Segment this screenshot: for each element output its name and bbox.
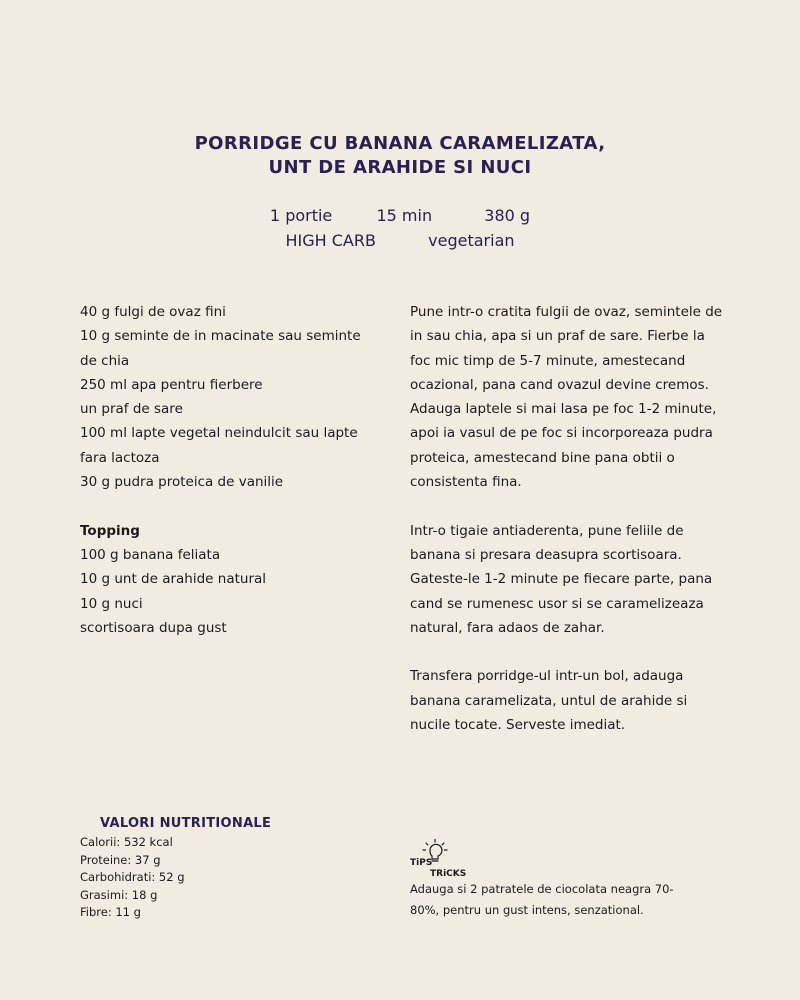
ingredient-line: de chia <box>80 352 130 369</box>
instruction-step-3 <box>410 664 730 737</box>
instruction-line: banana si presara deasupra scortisoara. <box>410 546 682 563</box>
instruction-line: apoi ia vasul de pe foc si incorporeaza pudra <box>410 425 713 442</box>
lightbulb-icon <box>408 838 478 880</box>
topping-line: 100 g banana feliata <box>80 546 221 563</box>
calories-value: Calorii: 532 kcal <box>80 835 173 849</box>
recipe-meta-row-1 <box>0 206 800 225</box>
instruction-line: foc mic timp de 5-7 minute, amestecand <box>410 352 686 369</box>
instruction-line: Adauga laptele si mai lasa pe foc 1-2 minute, <box>410 401 717 418</box>
ingredient-line: 10 g seminte de in macinate sau seminte <box>80 328 361 345</box>
instruction-step-1 <box>410 300 730 494</box>
tips-line: 80%, pentru un gust intens, senzational. <box>410 903 644 917</box>
topping-line: scortisoara dupa gust <box>80 619 227 636</box>
recipe-meta-row-2 <box>0 231 800 250</box>
recipe-title-line-2: UNT DE ARAHIDE SI NUCI <box>268 157 532 178</box>
nutrition-heading: VALORI NUTRITIONALE <box>100 816 272 831</box>
instruction-line: Gateste-le 1-2 minute pe fiecare parte, pana <box>410 571 713 588</box>
ingredient-line: 30 g pudra proteica de vanilie <box>80 474 284 491</box>
tips-text <box>410 879 700 921</box>
ingredient-line: 250 ml apa pentru fierbere <box>80 376 263 393</box>
category-value: HIGH CARB <box>285 231 376 250</box>
ingredient-line: 100 ml lapte vegetal neindulcit sau lapte <box>80 425 358 442</box>
topping-heading: Topping <box>80 522 140 539</box>
instruction-line: nucile tocate. Serveste imediat. <box>410 717 626 734</box>
instruction-line: Pune intr-o cratita fulgii de ovaz, semintele de <box>410 304 723 320</box>
ingredient-line: un praf de sare <box>80 401 183 418</box>
recipe-title <box>0 132 800 180</box>
instruction-line: proteica, amestecand bine pana obtii o <box>410 449 675 466</box>
portions-value: 1 portie <box>269 206 333 225</box>
carbs-value: Carbohidrati: 52 g <box>80 870 185 884</box>
ingredients-list <box>80 300 380 640</box>
nutrition-list <box>80 834 185 922</box>
instruction-line: ocazional, pana cand ovazul devine cremos. <box>410 376 709 393</box>
instruction-line: Intr-o tigaie antiaderenta, pune feliile de <box>410 522 684 539</box>
tips-label: TiPS <box>410 858 433 868</box>
topping-line: 10 g nuci <box>80 595 143 612</box>
tricks-label: TRiCKS <box>430 869 467 879</box>
instruction-step-2 <box>410 519 730 640</box>
instruction-line: cand se rumenesc usor si se caramelizeaza <box>410 595 704 612</box>
instruction-line: natural, fara adaos de zahar. <box>410 619 605 636</box>
fiber-value: Fibre: 11 g <box>80 905 141 919</box>
ingredient-line: 40 g fulgi de ovaz fini <box>80 304 226 320</box>
weight-value: 380 g <box>484 206 531 225</box>
time-value: 15 min <box>376 206 433 225</box>
tips-line: Adauga si 2 patratele de ciocolata neagra 70- <box>410 882 674 896</box>
protein-value: Proteine: 37 g <box>80 852 161 867</box>
ingredient-line: fara lactoza <box>80 449 160 466</box>
instruction-line: in sau chia, apa si un praf de sare. Fierbe la <box>410 328 705 345</box>
recipe-title-line-1: PORRIDGE CU BANANA CARAMELIZATA, <box>194 133 606 154</box>
instruction-line: consistenta fina. <box>410 474 522 491</box>
instruction-line: Transfera porridge-ul intr-un bol, adauga <box>410 668 684 685</box>
fat-value: Grasimi: 18 g <box>80 887 158 902</box>
instructions <box>410 300 730 737</box>
diet-value: vegetarian <box>428 231 515 250</box>
topping-line: 10 g unt de arahide natural <box>80 571 267 588</box>
tips-tricks-badge <box>408 838 478 884</box>
instruction-line: banana caramelizata, untul de arahide si <box>410 692 688 709</box>
